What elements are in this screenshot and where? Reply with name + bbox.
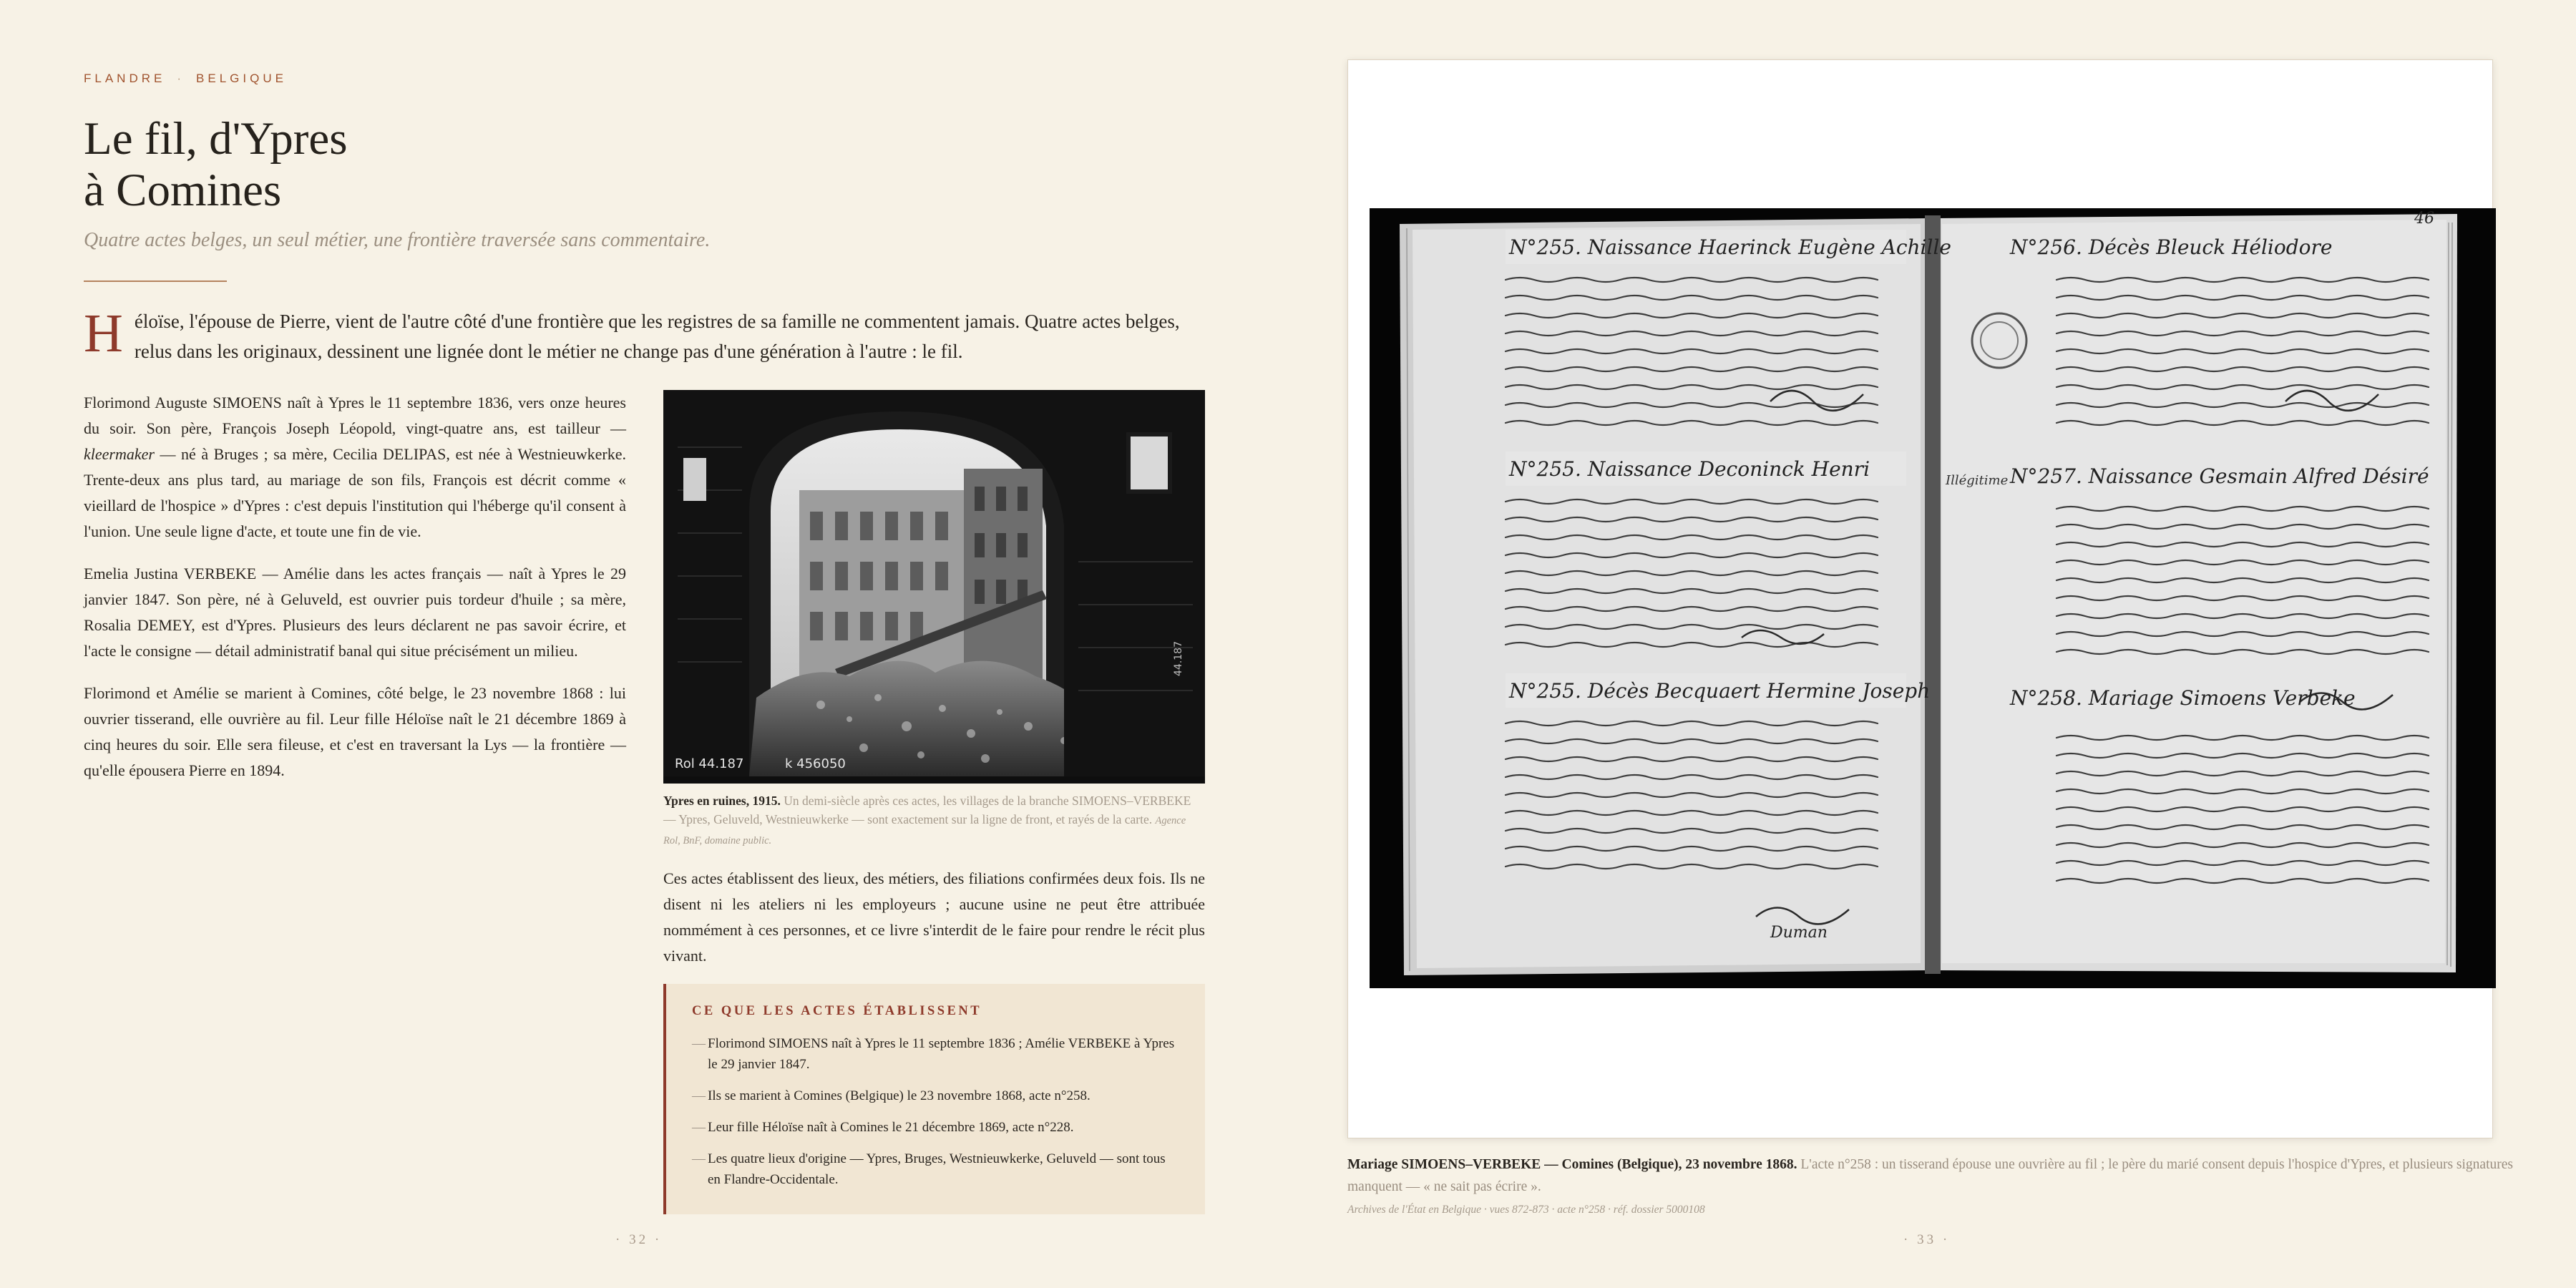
photo-caption-title: Ypres en ruines, 1915. [663, 794, 781, 808]
plate-number-left: Rol 44.187 [675, 756, 744, 771]
drop-cap: H [84, 303, 123, 364]
fact-item: — Ils se marient à Comines (Belgique) le 23 novembre 1868, acte n°258. [692, 1085, 1179, 1106]
ruins-illustration [663, 390, 1205, 784]
kicker [84, 72, 287, 86]
margin-note: Illégitime [1946, 473, 2009, 488]
register-illustration [1370, 208, 2496, 988]
body-column-2 [663, 866, 1205, 969]
register-page-number: 46 [2414, 210, 2434, 228]
register-signature: Duman [1770, 924, 1828, 942]
entry-heading: N°256. Décès Bleuck Héliodore [2010, 235, 2333, 259]
entry-heading: N°258. Mariage Simoens Verbeke [2010, 686, 2356, 710]
paragraph-mariage: Florimond et Amélie se marient à Comines, côté belge, le 23 novembre 1868 : lui ouvrier tisserand, elle ouvrière au fil. Leur fille Héloïse naît le 21 décembre 1869 à cinq heures du soir. Elle sera fileuse, et c'est en traversant la Lys — la frontière — qu'elle épousera Pierre en 1894. [84, 684, 626, 779]
entry-heading: N°255. Naissance Deconinck Henri [1509, 457, 1870, 481]
fact-item: — Florimond SIMOENS naît à Ypres le 11 septembre 1836 ; Amélie VERBEKE à Ypres le 29 janvier 1847. [692, 1033, 1179, 1075]
document-caption-text: L'acte n°258 : un tisserand épouse une ouvrière au fil ; le père du marié consent depuis l'hospice d'Ypres, et plusieurs signatures manquent — « ne sait pas écrire ». [1347, 1157, 2513, 1194]
photo-credit: Agence Rol, BnF, domaine public. [663, 815, 1186, 847]
kicker-separator: · [177, 72, 185, 85]
civil-register-scan [1370, 208, 2496, 988]
title-line-2: à Comines [84, 165, 282, 216]
entry-heading: N°255. Décès Becquaert Hermine Joseph [1509, 679, 1931, 703]
paragraph-florimond [84, 390, 626, 545]
title-rule [84, 280, 227, 282]
archive-document-frame [1347, 59, 2493, 1138]
facts-box [663, 984, 1205, 1214]
lead-paragraph [84, 303, 1206, 366]
document-source: Archives de l'État en Belgique · vues 872-873 · acte n°258 · réf. dossier 5000108 [1347, 1204, 1705, 1216]
fact-item: — Les quatre lieux d'origine — Ypres, Bruges, Westnieuwkerke, Geluveld — sont tous en Flandre-Occidentale. [692, 1148, 1179, 1190]
page-number-left: · 32 · [615, 1232, 663, 1247]
paragraph-emelia: Emelia Justina VERBEKE — Amélie dans les actes français — naît à Ypres le 29 janvier 1847. Son père, né à Geluveld, est ouvrier puis tordeur d'huile ; sa mère, Rosalia DEMEY, est d'Ypres. Plusieurs des leurs déclarent ne pas savoir écrire, et l'acte le consigne — détail administratif banal qui situe précisément un milieu. [84, 565, 626, 660]
document-caption-title: Mariage SIMOENS–VERBEKE — Comines (Belgique), 23 novembre 1868. [1347, 1157, 1797, 1172]
body-column-1 [84, 390, 626, 800]
plate-number-mid: k 456050 [785, 756, 846, 771]
page-title [84, 113, 348, 216]
kleermaker-term: kleermaker [84, 445, 155, 463]
lead-text: éloïse, l'épouse de Pierre, vient de l'autre côté d'une frontière que les registres de sa famille ne commentent jamais. Quatre actes belges, relus dans les originaux, dessinent une lignée dont le métier ne change pas d'une génération à l'autre : le fil. [134, 311, 1180, 362]
subtitle: Quatre actes belges, un seul métier, une frontière traversée sans commentaire. [84, 229, 711, 251]
paragraph-text: Florimond Auguste SIMOENS naît à Ypres le 11 septembre 1836, vers onze heures du soir. Son père, François Joseph Léopold, vingt-quatre ans, est tailleur — [84, 394, 626, 437]
kicker-region: FLANDRE [84, 72, 166, 85]
page-number-right: · 33 · [1903, 1232, 1951, 1247]
paragraph-text: — né à Bruges ; sa mère, Cecilia DELIPAS, est née à Westnieuwkerke. Trente-deux ans plus tard, au mariage de son fils, François est décrit comme « vieillard de l'hospice » d'Ypres : c'est depuis l'institution qui l'héberge qu'il consent à l'union. Une seule ligne d'acte, et toute une fin de vie. [84, 445, 626, 540]
paragraph-actes: Ces actes établissent des lieux, des métiers, des filiations confirmées deux fois. Ils ne disent ni les ateliers ni les employeurs ; aucune usine ne peut être attribuée nommément à ces personnes, et ce livre s'interdit de le faire pour rendre le récit plus vivant. [663, 869, 1205, 965]
ypres-ruins-photo [663, 390, 1205, 784]
entry-heading: N°257. Naissance Gesmain Alfred Désiré [2010, 464, 2429, 488]
facts-heading: CE QUE LES ACTES ÉTABLISSENT [692, 1004, 982, 1018]
entry-heading: N°255. Naissance Haerinck Eugène Achille [1509, 235, 1951, 259]
kicker-country: BELGIQUE [196, 72, 287, 85]
facts-list [692, 1033, 1179, 1190]
fact-item: — Leur fille Héloïse naît à Comines le 21 décembre 1869, acte n°228. [692, 1117, 1179, 1138]
plate-number-right: 44.187 [1173, 641, 1184, 676]
photo-caption-text: Un demi-siècle après ces actes, les villages de la branche SIMOENS–VERBEKE — Ypres, Geluveld, Westnieuwkerke — sont exactement sur la ligne de front, et rayés de la carte. [663, 794, 1191, 826]
title-line-1: Le fil, d'Ypres [84, 113, 348, 165]
photo-caption [663, 791, 1205, 850]
document-caption [1347, 1153, 2514, 1221]
right-page [1288, 0, 2576, 1288]
